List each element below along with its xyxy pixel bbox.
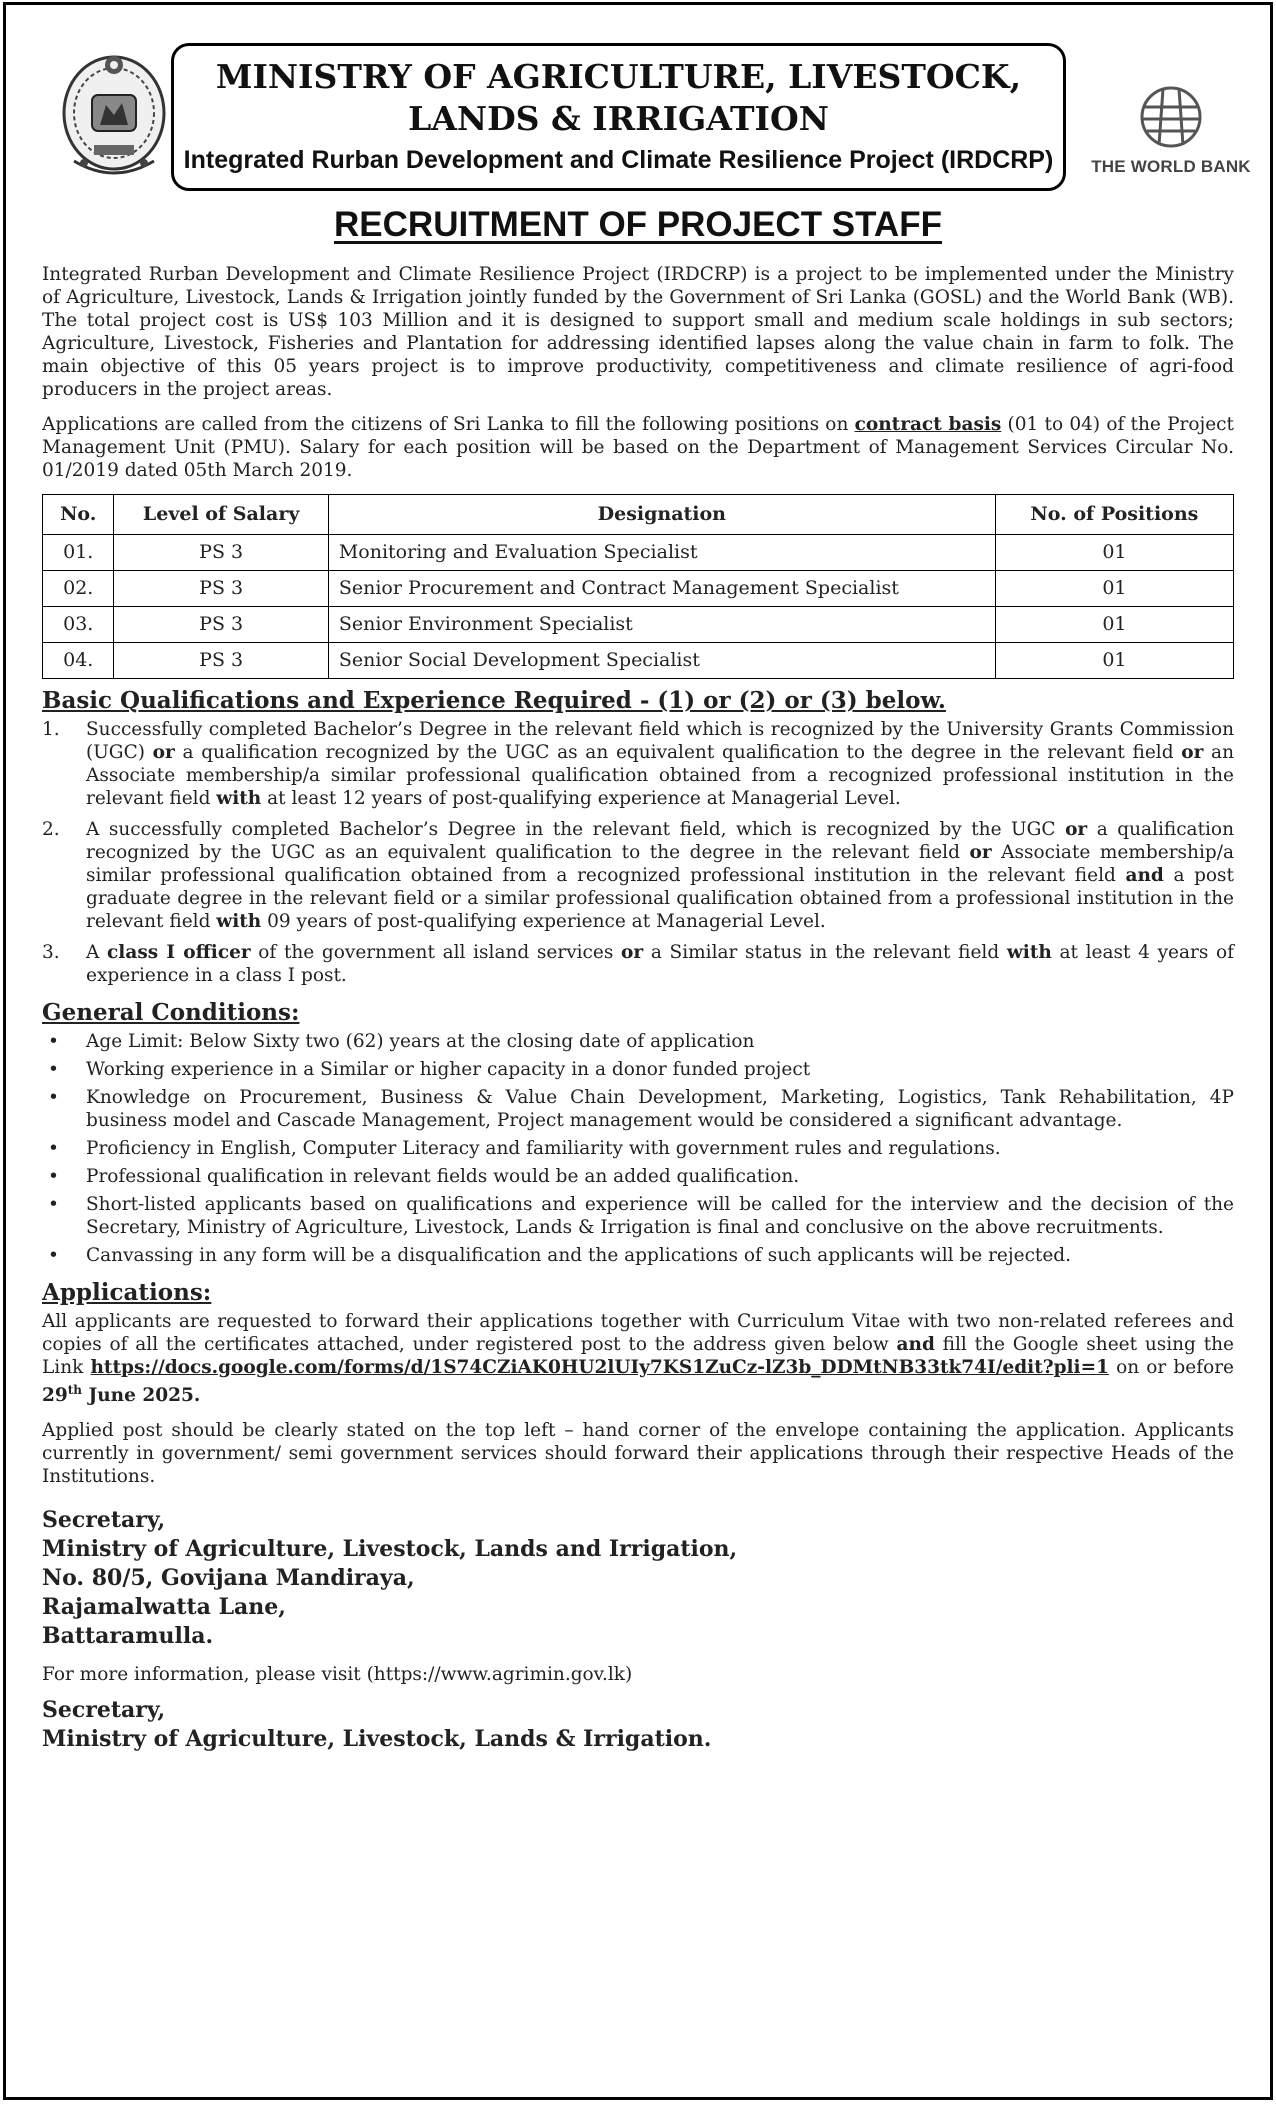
row-designation: Senior Procurement and Contract Management Specialist — [328, 571, 995, 607]
row-designation: Senior Social Development Specialist — [328, 643, 995, 679]
qualifications-list — [42, 718, 1234, 987]
table-row — [43, 607, 1234, 643]
q3-text-d: at least 4 years of experience in a class I post. — [86, 942, 1235, 986]
list-item: • Knowledge on Procurement, Business & Value Chain Development, Marketing, Logistics, Tank Rehabilitation, 4P business model and Cascade Management, Project management would be considered a significant advantage. — [42, 1086, 1234, 1132]
item-number: 3. — [42, 942, 60, 963]
row-no: 02. — [43, 571, 114, 607]
row-no: 01. — [43, 535, 114, 571]
google-form-link[interactable]: https://docs.google.com/forms/d/1S74CZiAK0HU2lUIy7KS1ZuCz-lZ3b_DDMtNB33tk74I/edit?pli=1 — [90, 1357, 1109, 1378]
q2-and: and — [1125, 865, 1164, 886]
row-positions: 01 — [995, 643, 1233, 679]
col-header-no: No. — [43, 495, 114, 535]
signature-block — [42, 1696, 1234, 1754]
ministry-line-1: MINISTRY OF AGRICULTURE, LIVESTOCK, — [215, 57, 1022, 96]
q2-text-e: 09 years of post-qualifying experience at Managerial Level. — [261, 911, 826, 932]
q1-or-2: or — [1181, 742, 1204, 763]
q2-text-b: a qualification recognized by the UGC as an equivalent qualification to the degree in the relevant field — [86, 819, 1234, 863]
advertisement-body — [42, 263, 1234, 1754]
q1-or-1: or — [152, 742, 175, 763]
project-name: Integrated Rurban Development and Climate Resilience Project (IRDCRP) — [183, 146, 1054, 174]
row-positions: 01 — [995, 571, 1233, 607]
deadline-day: 29 — [42, 1385, 68, 1407]
col-header-salary: Level of Salary — [114, 495, 328, 535]
row-no: 04. — [43, 643, 114, 679]
qualifications-heading: Basic Qualifications and Experience Required - (1) or (2) or (3) below. — [42, 687, 946, 714]
call-text-b: (01 to 04) of the Project Management Unit (PMU). Salary for each position will be based on the Department of Management Services Circular No. 01/2019 dated 05th March 2019. — [42, 414, 1234, 481]
applications-paragraph — [42, 1310, 1234, 1407]
table-row — [43, 535, 1234, 571]
q1-text-b: a qualification recognized by the UGC as an equivalent qualification to the degree in the relevant field — [174, 742, 1182, 763]
applications-text-b: fill the Google sheet using the Link — [42, 1334, 1234, 1378]
list-item: • Professional qualification in relevant fields would be an added qualification. — [42, 1165, 1234, 1188]
envelope-instructions: Applied post should be clearly stated on the top left – hand corner of the envelope containing the application. Applicants currently in government/ semi government services should forward their applications through their respective Heads of the Institutions. — [42, 1420, 1234, 1488]
list-item: • Working experience in a Similar or higher capacity in a donor funded project — [42, 1058, 1234, 1081]
world-bank-name: THE WORLD BANK — [1091, 157, 1251, 176]
q1-text-d: at least 12 years of post-qualifying experience at Managerial Level. — [261, 788, 901, 809]
address-line: Ministry of Agriculture, Livestock, Lands and Irrigation, — [42, 1536, 738, 1563]
row-designation: Senior Environment Specialist — [328, 607, 995, 643]
col-header-positions: No. of Positions — [995, 495, 1233, 535]
row-positions: 01 — [995, 535, 1233, 571]
ministry-header-box — [171, 43, 1066, 191]
applications-text-a: All applicants are requested to forward their applications together with Curriculum Vitae with two non-related referees and copies of all the certificates attached, under registered post to the address given below — [42, 1311, 1234, 1355]
q2-text-c: Associate membership/a similar professional qualification obtained from a recognized professional institution in the relevant field — [86, 842, 1234, 886]
q2-text-d: a post graduate degree in the relevant field or a similar professional qualification obtained from a professional institution in the relevant field — [86, 865, 1234, 932]
positions-table — [42, 494, 1234, 679]
address-line: Rajamalwatta Lane, — [42, 1594, 286, 1621]
q3-text-b: of the government all island services — [250, 942, 622, 963]
contract-basis-text: contract basis — [854, 414, 1002, 435]
call-paragraph — [42, 413, 1234, 482]
q3-text-a: A — [86, 942, 108, 963]
page-title: RECRUITMENT OF PROJECT STAFF — [334, 205, 942, 244]
conditions-heading: General Conditions: — [42, 999, 300, 1026]
table-header-row — [43, 495, 1234, 535]
row-salary: PS 3 — [114, 571, 328, 607]
list-item: • Short-listed applicants based on qualifications and experience will be called for the interview and the decision of the Secretary, Ministry of Agriculture, Livestock, Lands & Irrigation is final and conclusive on the above recruitments. — [42, 1193, 1234, 1239]
list-item: • Age Limit: Below Sixty two (62) years at the closing date of application — [42, 1030, 1234, 1053]
advertisement-page — [3, 2, 1273, 2100]
more-info-text: For more information, please visit (https://www.agrimin.gov.lk) — [42, 1664, 633, 1686]
row-salary: PS 3 — [114, 643, 328, 679]
q1-with: with — [216, 788, 262, 809]
q2-or-2: or — [969, 842, 992, 863]
row-no: 03. — [43, 607, 114, 643]
q2-with: with — [216, 911, 262, 932]
table-row — [43, 571, 1234, 607]
deadline-month-year: June 2025. — [82, 1385, 201, 1407]
row-salary: PS 3 — [114, 535, 328, 571]
row-salary: PS 3 — [114, 607, 328, 643]
deadline-suffix: th — [67, 1383, 83, 1397]
applications-and: and — [896, 1334, 935, 1355]
world-bank-logo — [1081, 85, 1261, 177]
signature-ministry: Ministry of Agriculture, Livestock, Lands & Irrigation. — [42, 1726, 712, 1753]
item-number: 1. — [42, 719, 60, 740]
sri-lanka-emblem-icon — [54, 45, 174, 187]
ministry-name — [174, 56, 1063, 140]
world-bank-globe-icon — [1139, 85, 1203, 149]
address-line: No. 80/5, Govijana Mandiraya, — [42, 1565, 415, 1592]
applications-heading: Applications: — [42, 1279, 212, 1306]
signature-title: Secretary, — [42, 1697, 166, 1724]
q3-class-officer: class I officer — [107, 942, 251, 963]
mailing-address — [42, 1506, 1234, 1651]
intro-paragraph: Integrated Rurban Development and Climate Resilience Project (IRDCRP) is a project to be implemented under the Ministry of Agriculture, Livestock, Lands & Irrigation jointly funded by the Government of Sri Lanka (GOSL) and the World Bank (WB). The total project cost is US$ 103 Million and it is designed to support small and medium scale holdings in sub sectors; Agriculture, Livestock, Fisheries and Plantation for addressing identified lapses along the value chain in farm to folk. The main objective of this 05 years project is to improve productivity, competitiveness and climate resilience of agri-food producers in the project areas. — [42, 264, 1234, 400]
q1-text-a: Successfully completed Bachelor’s Degree in the relevant field which is recognized by the University Grants Commission (UGC) — [86, 719, 1234, 763]
call-text-a: Applications are called from the citizens of Sri Lanka to fill the following positions on — [42, 414, 855, 435]
col-header-designation: Designation — [328, 495, 995, 535]
list-item: • Canvassing in any form will be a disqualification and the applications of such applicants will be rejected. — [42, 1244, 1234, 1267]
conditions-list — [42, 1030, 1234, 1267]
row-designation: Monitoring and Evaluation Specialist — [328, 535, 995, 571]
q1-text-c: an Associate membership/a similar professional qualification obtained from a recognized professional institution in the relevant field — [86, 742, 1235, 809]
q2-or-1: or — [1065, 819, 1088, 840]
q3-text-c: a Similar status in the relevant field — [643, 942, 1007, 963]
q3-or: or — [621, 942, 644, 963]
list-item — [42, 718, 1234, 810]
address-line: Battaramulla. — [42, 1623, 214, 1650]
applications-text-c: on or before — [1108, 1357, 1234, 1378]
list-item — [42, 941, 1234, 987]
item-number: 2. — [42, 819, 60, 840]
row-positions: 01 — [995, 607, 1233, 643]
deadline-date — [42, 1385, 200, 1406]
list-item: • Proficiency in English, Computer Literacy and familiarity with government rules and regulations. — [42, 1137, 1234, 1160]
table-row — [43, 643, 1234, 679]
address-line: Secretary, — [42, 1507, 166, 1534]
ministry-line-2: LANDS & IRRIGATION — [408, 99, 829, 138]
q3-with: with — [1006, 942, 1052, 963]
q2-text-a: A successfully completed Bachelor’s Degree in the relevant field, which is recognized by the UGC — [86, 819, 1066, 840]
list-item — [42, 818, 1234, 933]
